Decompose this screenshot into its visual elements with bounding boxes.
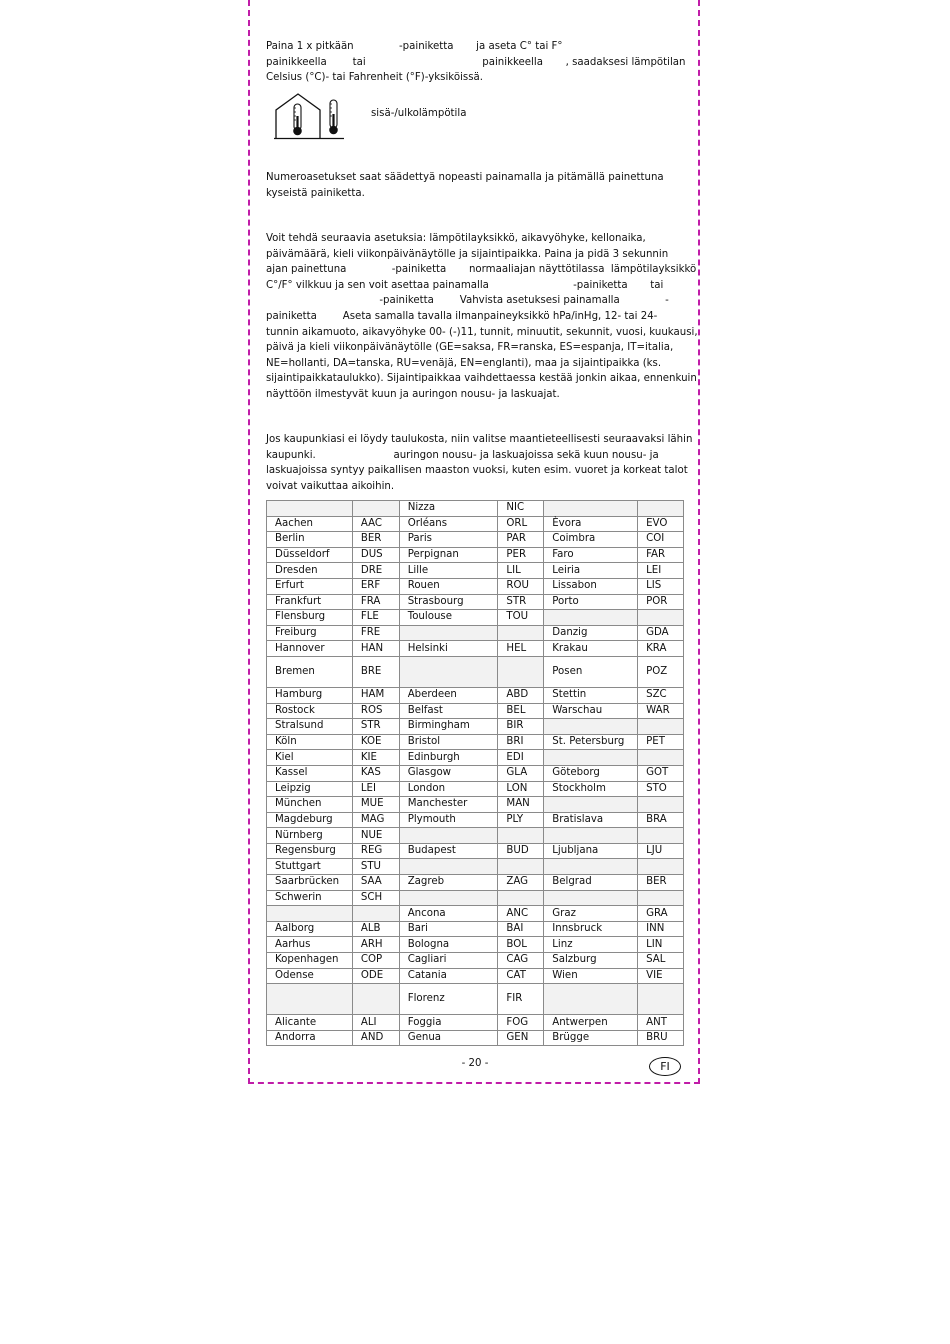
city-name-cell: Toulouse: [399, 610, 498, 626]
city-code-cell: [638, 750, 684, 766]
city-code-cell: DRE: [352, 563, 399, 579]
text-line: Voit tehdä seuraavia asetuksia: lämpötilayksikkö, aikavyöhyke, kellonaika,: [266, 233, 646, 244]
city-name-cell: [399, 625, 498, 641]
text-line: Paina 1 x pitkään -painiketta ja aseta C° tai F°: [266, 41, 563, 52]
city-name-cell: Belgrad: [544, 875, 638, 891]
city-code-cell: LIL: [498, 563, 544, 579]
city-code-cell: [352, 501, 399, 517]
table-row: [267, 1015, 684, 1031]
city-name-cell: Stettin: [544, 687, 638, 703]
city-code-cell: FLE: [352, 610, 399, 626]
table-row: [267, 875, 684, 891]
city-code-cell: ALI: [352, 1015, 399, 1031]
city-name-cell: Bremen: [267, 656, 353, 687]
city-code-cell: FRA: [352, 594, 399, 610]
text-line: Numeroasetukset saat säädettyä nopeasti painamalla ja pitämällä painettuna: [266, 172, 664, 183]
city-code-cell: BAI: [498, 921, 544, 937]
city-name-cell: Bristol: [399, 734, 498, 750]
city-code-cell: LON: [498, 781, 544, 797]
city-code-cell: KRA: [638, 641, 684, 657]
city-name-cell: Wien: [544, 968, 638, 984]
city-name-cell: Kiel: [267, 750, 353, 766]
city-code-cell: COP: [352, 953, 399, 969]
city-code-cell: ARH: [352, 937, 399, 953]
city-name-cell: [544, 610, 638, 626]
city-name-cell: Budapest: [399, 843, 498, 859]
city-code-cell: ODE: [352, 968, 399, 984]
city-code-cell: [638, 719, 684, 735]
table-row: [267, 968, 684, 984]
table-row: [267, 516, 684, 532]
city-code-cell: [638, 828, 684, 844]
city-name-cell: Schwerin: [267, 890, 353, 906]
city-name-cell: Strasbourg: [399, 594, 498, 610]
city-code-cell: [498, 828, 544, 844]
city-code-cell: PER: [498, 547, 544, 563]
city-name-cell: Linz: [544, 937, 638, 953]
city-name-cell: [544, 719, 638, 735]
city-code-cell: ORL: [498, 516, 544, 532]
city-code-cell: PLY: [498, 812, 544, 828]
city-name-cell: Leiria: [544, 563, 638, 579]
city-name-cell: Cagliari: [399, 953, 498, 969]
city-code-cell: [352, 984, 399, 1015]
city-code-cell: INN: [638, 921, 684, 937]
table-row: [267, 859, 684, 875]
city-code-cell: FIR: [498, 984, 544, 1015]
text-line: kaupunki. auringon nousu- ja laskuajoissa sekä kuun nousu- ja: [266, 449, 659, 461]
city-code-cell: SCH: [352, 890, 399, 906]
city-code-cell: CAT: [498, 968, 544, 984]
city-name-cell: Faro: [544, 547, 638, 563]
city-name-cell: [544, 797, 638, 813]
city-name-cell: Perpignan: [399, 547, 498, 563]
city-code-cell: [638, 610, 684, 626]
city-name-cell: Kassel: [267, 765, 353, 781]
city-name-cell: Genua: [399, 1030, 498, 1046]
city-code-cell: ANC: [498, 906, 544, 922]
city-name-cell: Göteborg: [544, 765, 638, 781]
city-name-cell: Stralsund: [267, 719, 353, 735]
city-code-cell: BUD: [498, 843, 544, 859]
city-code-cell: HAN: [352, 641, 399, 657]
city-code-cell: LEI: [352, 781, 399, 797]
city-code-cell: BRU: [638, 1030, 684, 1046]
table-row: [267, 921, 684, 937]
city-name-cell: Manchester: [399, 797, 498, 813]
city-code-cell: TOU: [498, 610, 544, 626]
text-line: näyttöön ilmestyvät kuun ja auringon nousu- ja laskuajat.: [266, 388, 560, 400]
text-line: ajan painettuna -painiketta normaaliajan näyttötilassa lämpötilayksikkö: [266, 264, 697, 276]
city-name-cell: Innsbruck: [544, 921, 638, 937]
city-name-cell: Edinburgh: [399, 750, 498, 766]
city-code-cell: ALB: [352, 921, 399, 937]
text-line: -painiketta Vahvista asetuksesi painamalla -: [266, 295, 669, 307]
city-name-cell: Florenz: [399, 984, 498, 1015]
table-row: [267, 984, 684, 1015]
city-name-cell: Dresden: [267, 563, 353, 579]
city-code-cell: AAC: [352, 516, 399, 532]
city-name-cell: Hamburg: [267, 687, 353, 703]
text-line: laskuajoissa syntyy paikallisen maaston vuoksi, kuten esim. vuoret ja korkeat talot: [266, 465, 688, 477]
city-name-cell: Stuttgart: [267, 859, 353, 875]
city-name-cell: Freiburg: [267, 625, 353, 641]
city-name-cell: Rostock: [267, 703, 353, 719]
city-name-cell: Ancona: [399, 906, 498, 922]
city-name-cell: [544, 750, 638, 766]
city-code-cell: PAR: [498, 532, 544, 548]
city-code-cell: VIE: [638, 968, 684, 984]
city-code-cell: [498, 890, 544, 906]
city-name-cell: Porto: [544, 594, 638, 610]
table-row: [267, 641, 684, 657]
city-name-cell: Erfurt: [267, 578, 353, 594]
city-name-cell: Leipzig: [267, 781, 353, 797]
text-line: sijaintipaikkataulukko). Sijaintipaikkaa vaihdettaessa kestää jonkin aikaa, ennenkuin: [266, 373, 697, 385]
city-name-cell: [544, 859, 638, 875]
city-name-cell: Posen: [544, 656, 638, 687]
city-code-cell: GOT: [638, 765, 684, 781]
city-name-cell: Aachen: [267, 516, 353, 532]
text-line: päivämäärä, kieli viikonpäivänäytölle ja sijaintipaikka. Paina ja pidä 3 sekunnin: [266, 248, 669, 260]
table-row: [267, 906, 684, 922]
text-line: kyseistä painiketta.: [266, 187, 365, 199]
city-name-cell: Düsseldorf: [267, 547, 353, 563]
city-name-cell: Rouen: [399, 578, 498, 594]
city-code-cell: [638, 797, 684, 813]
city-name-cell: Aalborg: [267, 921, 353, 937]
city-code-cell: REG: [352, 843, 399, 859]
city-code-cell: EVO: [638, 516, 684, 532]
city-name-cell: Antwerpen: [544, 1015, 638, 1031]
city-code-cell: BER: [352, 532, 399, 548]
city-name-cell: Nizza: [399, 501, 498, 517]
table-row: [267, 501, 684, 517]
table-row: [267, 1030, 684, 1046]
city-code-cell: [498, 859, 544, 875]
city-name-cell: Orléans: [399, 516, 498, 532]
table-row: [267, 610, 684, 626]
city-code-cell: MAN: [498, 797, 544, 813]
city-table: [266, 500, 684, 1046]
text-line: Celsius (°C)- tai Fahrenheit (°F)-yksiköissä.: [266, 72, 483, 84]
city-name-cell: Regensburg: [267, 843, 353, 859]
settings-paragraph: [266, 231, 698, 403]
city-name-cell: Ljubljana: [544, 843, 638, 859]
city-name-cell: Bologna: [399, 937, 498, 953]
city-name-cell: Berlin: [267, 532, 353, 548]
city-name-cell: Foggia: [399, 1015, 498, 1031]
city-code-cell: SAA: [352, 875, 399, 891]
city-name-cell: Bratislava: [544, 812, 638, 828]
city-code-cell: MAG: [352, 812, 399, 828]
city-name-cell: Odense: [267, 968, 353, 984]
city-code-cell: EDI: [498, 750, 544, 766]
city-code-cell: ANT: [638, 1015, 684, 1031]
city-name-cell: [267, 501, 353, 517]
language-badge: FI: [649, 1057, 681, 1076]
text-line: voivat vaikuttaa aikoihin.: [266, 480, 395, 492]
city-name-cell: Brügge: [544, 1030, 638, 1046]
city-code-cell: FOG: [498, 1015, 544, 1031]
table-row: [267, 890, 684, 906]
city-name-cell: Salzburg: [544, 953, 638, 969]
table-row: [267, 563, 684, 579]
city-code-cell: STR: [352, 719, 399, 735]
city-name-cell: [544, 501, 638, 517]
city-name-cell: [267, 984, 353, 1015]
city-name-cell: Nürnberg: [267, 828, 353, 844]
city-code-cell: BIR: [498, 719, 544, 735]
city-name-cell: [399, 890, 498, 906]
city-name-cell: [267, 906, 353, 922]
city-code-cell: [498, 625, 544, 641]
city-name-cell: Köln: [267, 734, 353, 750]
city-name-cell: [544, 828, 638, 844]
city-code-cell: LIN: [638, 937, 684, 953]
city-code-cell: [638, 890, 684, 906]
city-name-cell: Belfast: [399, 703, 498, 719]
city-code-cell: NUE: [352, 828, 399, 844]
city-code-cell: AND: [352, 1030, 399, 1046]
city-code-cell: STR: [498, 594, 544, 610]
city-code-cell: DUS: [352, 547, 399, 563]
city-code-cell: FRE: [352, 625, 399, 641]
city-code-cell: BEL: [498, 703, 544, 719]
table-row: [267, 594, 684, 610]
city-code-cell: GLA: [498, 765, 544, 781]
city-name-cell: Aberdeen: [399, 687, 498, 703]
city-name-cell: Èvora: [544, 516, 638, 532]
table-row: [267, 547, 684, 563]
city-code-cell: STU: [352, 859, 399, 875]
city-code-cell: GRA: [638, 906, 684, 922]
city-code-cell: GDA: [638, 625, 684, 641]
city-code-cell: [638, 501, 684, 517]
city-code-cell: ABD: [498, 687, 544, 703]
city-code-cell: ROU: [498, 578, 544, 594]
city-code-cell: LEI: [638, 563, 684, 579]
city-name-cell: Aarhus: [267, 937, 353, 953]
city-name-cell: Danzig: [544, 625, 638, 641]
city-name-cell: Andorra: [267, 1030, 353, 1046]
city-code-cell: BER: [638, 875, 684, 891]
city-name-cell: St. Petersburg: [544, 734, 638, 750]
table-row: [267, 828, 684, 844]
table-row: [267, 532, 684, 548]
city-code-cell: PET: [638, 734, 684, 750]
table-row: [267, 687, 684, 703]
city-code-cell: POR: [638, 594, 684, 610]
table-row: [267, 750, 684, 766]
table-row: [267, 625, 684, 641]
city-code-cell: BOL: [498, 937, 544, 953]
city-name-cell: [399, 859, 498, 875]
city-code-cell: HEL: [498, 641, 544, 657]
city-code-cell: LIS: [638, 578, 684, 594]
table-row: [267, 953, 684, 969]
table-row: [267, 734, 684, 750]
table-row: [267, 578, 684, 594]
text-line: painiketta Aseta samalla tavalla ilmanpaineyksikkö hPa/inHg, 12- tai 24-: [266, 310, 658, 322]
page-number: - 20 -: [461, 1058, 489, 1069]
text-line: tunnin aikamuoto, aikavyöhyke 00- (-)11, tunnit, minuutit, sekunnit, vuosi, kuukausi,: [266, 326, 698, 338]
city-name-cell: Saarbrücken: [267, 875, 353, 891]
city-name-cell: [399, 656, 498, 687]
city-code-cell: SAL: [638, 953, 684, 969]
city-name-cell: Kopenhagen: [267, 953, 353, 969]
city-code-cell: ROS: [352, 703, 399, 719]
city-code-cell: WAR: [638, 703, 684, 719]
city-code-cell: ZAG: [498, 875, 544, 891]
text-line: Jos kaupunkiasi ei löydy taulukosta, niin valitse maantieteellisesti seuraavaksi lähin: [266, 434, 693, 445]
city-name-cell: Hannover: [267, 641, 353, 657]
city-name-cell: Lissabon: [544, 578, 638, 594]
city-name-cell: Zagreb: [399, 875, 498, 891]
city-code-cell: FAR: [638, 547, 684, 563]
city-name-cell: Alicante: [267, 1015, 353, 1031]
text-line: C°/F° vilkkuu ja sen voit asettaa painamalla -painiketta tai: [266, 279, 664, 291]
city-name-cell: [399, 828, 498, 844]
city-name-cell: Paris: [399, 532, 498, 548]
table-row: [267, 781, 684, 797]
city-name-cell: Glasgow: [399, 765, 498, 781]
city-name-cell: Flensburg: [267, 610, 353, 626]
table-row: [267, 719, 684, 735]
table-row: [267, 937, 684, 953]
city-name-cell: Helsinki: [399, 641, 498, 657]
city-code-cell: LJU: [638, 843, 684, 859]
city-code-cell: POZ: [638, 656, 684, 687]
city-name-cell: Frankfurt: [267, 594, 353, 610]
city-name-cell: Graz: [544, 906, 638, 922]
city-code-cell: [352, 906, 399, 922]
text-line: NE=hollanti, DA=tanska, RU=venäjä, EN=englanti), maa ja sijaintipaikka (ks.: [266, 357, 662, 369]
city-code-cell: BRI: [498, 734, 544, 750]
city-code-cell: ERF: [352, 578, 399, 594]
city-code-cell: NIC: [498, 501, 544, 517]
table-row: [267, 765, 684, 781]
city-name-cell: Stockholm: [544, 781, 638, 797]
quick-setting-paragraph: [266, 170, 684, 201]
city-code-cell: BRA: [638, 812, 684, 828]
table-row: [267, 812, 684, 828]
city-code-cell: BRE: [352, 656, 399, 687]
city-code-cell: CAG: [498, 953, 544, 969]
house-thermometer-icon: [274, 92, 346, 140]
table-row: [267, 797, 684, 813]
text-line: päivä ja kieli viikonpäivänäytölle (GE=saksa, FR=ranska, ES=espanja, IT=italia,: [266, 342, 674, 354]
city-code-cell: [498, 656, 544, 687]
table-row: [267, 656, 684, 687]
city-name-cell: München: [267, 797, 353, 813]
city-code-cell: KOE: [352, 734, 399, 750]
city-name-cell: Coimbra: [544, 532, 638, 548]
table-row: [267, 703, 684, 719]
city-name-cell: [544, 984, 638, 1015]
temperature-icon-label: sisä-/ulkolämpötila: [371, 108, 467, 119]
city-note-paragraph: [266, 432, 693, 494]
city-code-cell: SZC: [638, 687, 684, 703]
table-row: [267, 843, 684, 859]
text-line: painikkeella tai painikkeella , saadaksesi lämpötilan: [266, 56, 686, 68]
city-name-cell: Warschau: [544, 703, 638, 719]
city-name-cell: Bari: [399, 921, 498, 937]
city-name-cell: Birmingham: [399, 719, 498, 735]
city-name-cell: Krakau: [544, 641, 638, 657]
city-code-cell: HAM: [352, 687, 399, 703]
city-code-cell: [638, 984, 684, 1015]
city-code-cell: KIE: [352, 750, 399, 766]
city-code-cell: STO: [638, 781, 684, 797]
city-table-body: [267, 501, 684, 1046]
intro-paragraph: [266, 39, 684, 86]
city-name-cell: Catania: [399, 968, 498, 984]
city-name-cell: Plymouth: [399, 812, 498, 828]
city-code-cell: MUE: [352, 797, 399, 813]
city-code-cell: KAS: [352, 765, 399, 781]
city-code-cell: COI: [638, 532, 684, 548]
city-name-cell: London: [399, 781, 498, 797]
city-code-cell: GEN: [498, 1030, 544, 1046]
city-code-cell: [638, 859, 684, 875]
city-name-cell: [544, 890, 638, 906]
city-name-cell: Magdeburg: [267, 812, 353, 828]
city-name-cell: Lille: [399, 563, 498, 579]
